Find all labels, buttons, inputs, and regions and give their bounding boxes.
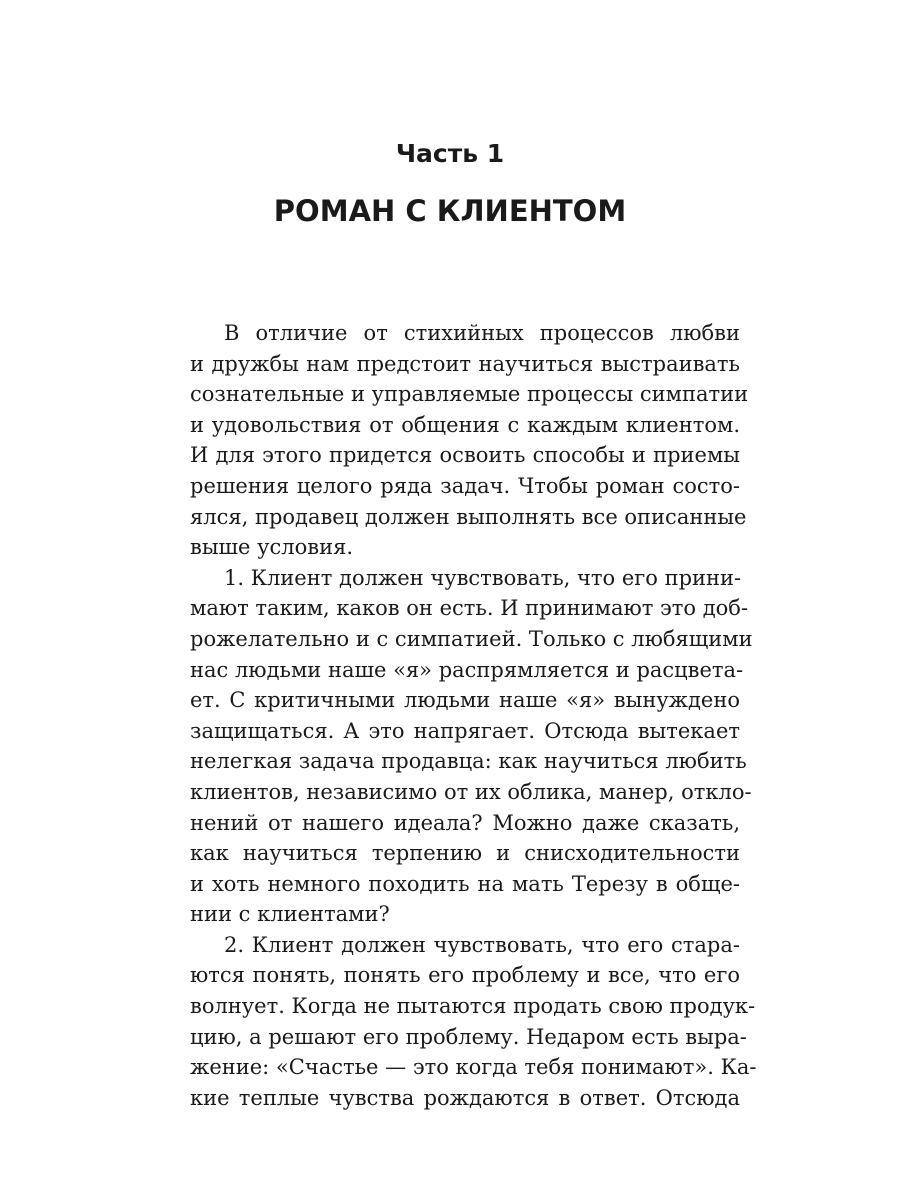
text-line: как научиться терпению и снисходительности: [190, 841, 740, 866]
text-line: цию, а решают его проблему. Недаром есть выра-: [190, 1024, 747, 1049]
text-line: ются понять, понять его проблему и все, что его: [190, 963, 740, 988]
text-line: 1. Клиент должен чувствовать, что его прини-: [224, 565, 742, 590]
text-line: защищаться. А это напрягает. Отсюда вытекает: [190, 718, 740, 743]
body-text: [190, 318, 757, 1113]
text-line: сознательные и управляемые процессы симпатии: [190, 382, 749, 407]
text-line: И для этого придется освоить способы и приемы: [190, 443, 740, 468]
text-line: нас людьми наше «я» распрямляется и расцвета-: [190, 657, 744, 682]
text-line: жение: «Счастье — это когда тебя понимают». Ка-: [190, 1055, 757, 1080]
paragraph-intro: [190, 318, 749, 563]
text-line: и дружбы нам предстоит научиться выстраивать: [190, 351, 740, 376]
text-line: мают таким, каков он есть. И принимают это доб-: [190, 596, 749, 621]
text-line: клиентов, независимо от их облика, манер, откло-: [190, 779, 752, 804]
text-line: В отличие от стихийных процессов любви: [224, 321, 740, 345]
text-line: и удовольствия от общения с каждым клиентом.: [190, 412, 740, 437]
chapter-title: РОМАН С КЛИЕНТОМ: [273, 194, 627, 228]
text-line: нии с клиентами?: [190, 902, 390, 927]
text-line: решения целого ряда задач. Чтобы роман состо-: [190, 473, 740, 498]
text-line: волнует. Когда не пытаются продать свою продук-: [190, 994, 756, 1019]
text-line: 2. Клиент должен чувствовать, что его стара-: [224, 932, 740, 957]
part-label: Часть 1: [395, 139, 505, 168]
text-line: и хоть немного походить на мать Терезу в обще-: [190, 871, 740, 896]
text-line: ялся, продавец должен выполнять все описанные: [190, 504, 747, 529]
text-line: нений от нашего идеала? Можно даже сказать,: [190, 810, 740, 835]
text-line: нелегкая задача продавца: как научиться любить: [190, 749, 747, 774]
paragraph-point-1: [190, 563, 753, 930]
text-line: кие теплые чувства рождаются в ответ. Отсюда: [190, 1085, 740, 1110]
text-line: ет. С критичными людьми наше «я» вынуждено: [190, 688, 740, 713]
paragraph-point-2: [190, 930, 757, 1114]
text-line: рожелательно и с симпатией. Только с любящими: [190, 626, 753, 651]
text-line: выше условия.: [190, 535, 354, 560]
